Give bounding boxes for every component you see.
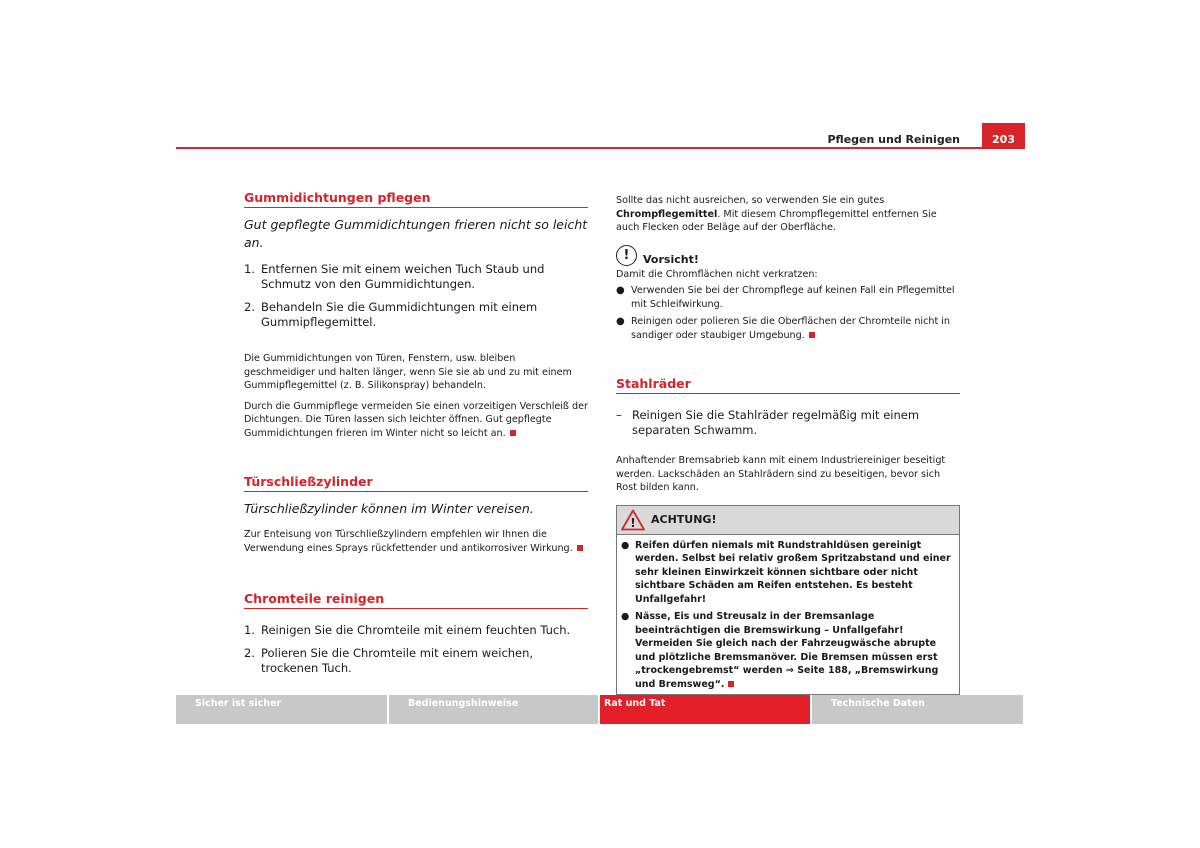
tab-technische-daten[interactable]: Technische Daten <box>812 695 1023 724</box>
caution-icon: ! <box>616 245 637 266</box>
intro-tuerschliesszylinder: Türschließzylinder können im Winter vereisen. <box>244 501 534 516</box>
caution-intro: Damit die Chromflächen nicht verkratzen: <box>616 268 818 280</box>
left-column <box>244 190 588 684</box>
step-item: 1. Reinigen Sie die Chromteile mit einem feuchten Tuch. <box>244 623 571 637</box>
bullet-icon: ● <box>621 539 630 551</box>
heading-tuerschliesszylinder: Türschließzylinder <box>244 474 588 492</box>
bullet-icon: ● <box>621 611 630 622</box>
step-item: – Reinigen Sie die Stahlräder regelmäßig mit einem separaten Schwamm. <box>616 408 920 437</box>
end-marker-icon <box>728 681 734 687</box>
heading-gummidichtungen: Gummidichtungen pflegen <box>244 190 588 208</box>
warning-item: ● Reifen dürfen niemals mit Rundstrahldüsen gereinigt werden. Selbst bei relativ großem Spritzabstand und einer sehr kleinen Einwirkzeit können sichtbare oder nicht sichtbare Schäden am Reifen entstehen. Es besteht Unfallgefahr! <box>621 539 951 605</box>
warning-item: ● Nässe, Eis und Streusalz in der Bremsanlage beeinträchtigen die Bremswirkung – Unfallgefahr! Vermeiden Sie gleich nach der Fahrzeugwäsche abrupte und plötzliche Bremsmanöver. Die Bremsen müssen erst „trockengebremst“ werden ⇒ Seite 188, „Bremswirkung und Bremsweg“. <box>621 611 939 690</box>
header-rule <box>176 147 1025 149</box>
paragraph: Sollte das nicht ausreichen, so verwenden Sie ein gutes Chrompflegemittel. Mit diesem Chrompflegemittel entfernen Sie auch Flecken oder Beläge auf der Oberfläche. <box>616 195 937 233</box>
tab-rat-und-tat[interactable]: Rat und Tat <box>600 695 810 724</box>
warning-triangle-icon <box>621 509 645 531</box>
paragraph: Anhaftender Bremsabrieb kann mit einem Industriereiniger beseitigt werden. Lackschäden an Stahlrädern sind zu beseitigen, bevor sich Rost bilden kann. <box>616 455 946 493</box>
bullet-icon: ● <box>616 316 625 327</box>
paragraph: Die Gummidichtungen von Türen, Fenstern, usw. bleiben geschmeidiger und halten länger, wenn Sie sie ab und zu mit einem Gummipflegemittel (z. B. Silikonspray) behandeln. <box>244 353 572 391</box>
step-item: 1. Entfernen Sie mit einem weichen Tuch Staub und Schmutz von den Gummidichtungen. <box>244 262 545 291</box>
tab-bedienungshinweise[interactable]: Bedienungshinweise <box>389 695 598 724</box>
bullet-icon: ● <box>616 285 625 296</box>
paragraph: Zur Enteisung von Türschließzylindern empfehlen wir Ihnen die Verwendung eines Sprays rückfettender und antikorrosiver Wirkung. <box>244 528 588 555</box>
caution-label: Vorsicht! <box>643 252 699 266</box>
step-item: 2. Behandeln Sie die Gummidichtungen mit einem Gummipflegemittel. <box>244 300 538 329</box>
heading-stahlraeder: Stahlräder <box>616 376 960 394</box>
end-marker-icon <box>510 430 516 436</box>
intro-gummidichtungen: Gut gepflegte Gummidichtungen frieren nicht so leicht an. <box>244 217 588 250</box>
chapter-tabs <box>176 695 1025 724</box>
caution-item: ● Reinigen oder polieren Sie die Oberflächen der Chromteile nicht in sandiger oder staubiger Umgebung. <box>616 316 951 341</box>
caution-header <box>616 245 960 266</box>
page-number: 203 <box>982 123 1025 149</box>
warning-header <box>617 506 959 535</box>
running-header-title: Pflegen und Reinigen <box>827 133 960 146</box>
end-marker-icon <box>577 545 583 551</box>
paragraph: Durch die Gummipflege vermeiden Sie einen vorzeitigen Verschleiß der Dichtungen. Die Türen lassen sich leichter öffnen. Gut gepflegte Gummidichtungen frieren im Winter nicht so leicht an. <box>244 400 588 439</box>
right-column <box>616 190 960 695</box>
warning-triangle-mark: ! <box>630 515 636 530</box>
end-marker-icon <box>809 332 815 338</box>
warning-body <box>617 535 959 695</box>
warning-box <box>616 505 960 696</box>
tab-sicher-ist-sicher[interactable]: Sicher ist sicher <box>176 695 387 724</box>
heading-chromteile: Chromteile reinigen <box>244 591 588 609</box>
step-item: 2. Polieren Sie die Chromteile mit einem weichen, trockenen Tuch. <box>244 646 534 675</box>
caution-item: ● Verwenden Sie bei der Chrompflege auf keinen Fall ein Pflegemittel mit Schleifwirkung. <box>616 285 955 310</box>
warning-label: ACHTUNG! <box>651 513 717 526</box>
